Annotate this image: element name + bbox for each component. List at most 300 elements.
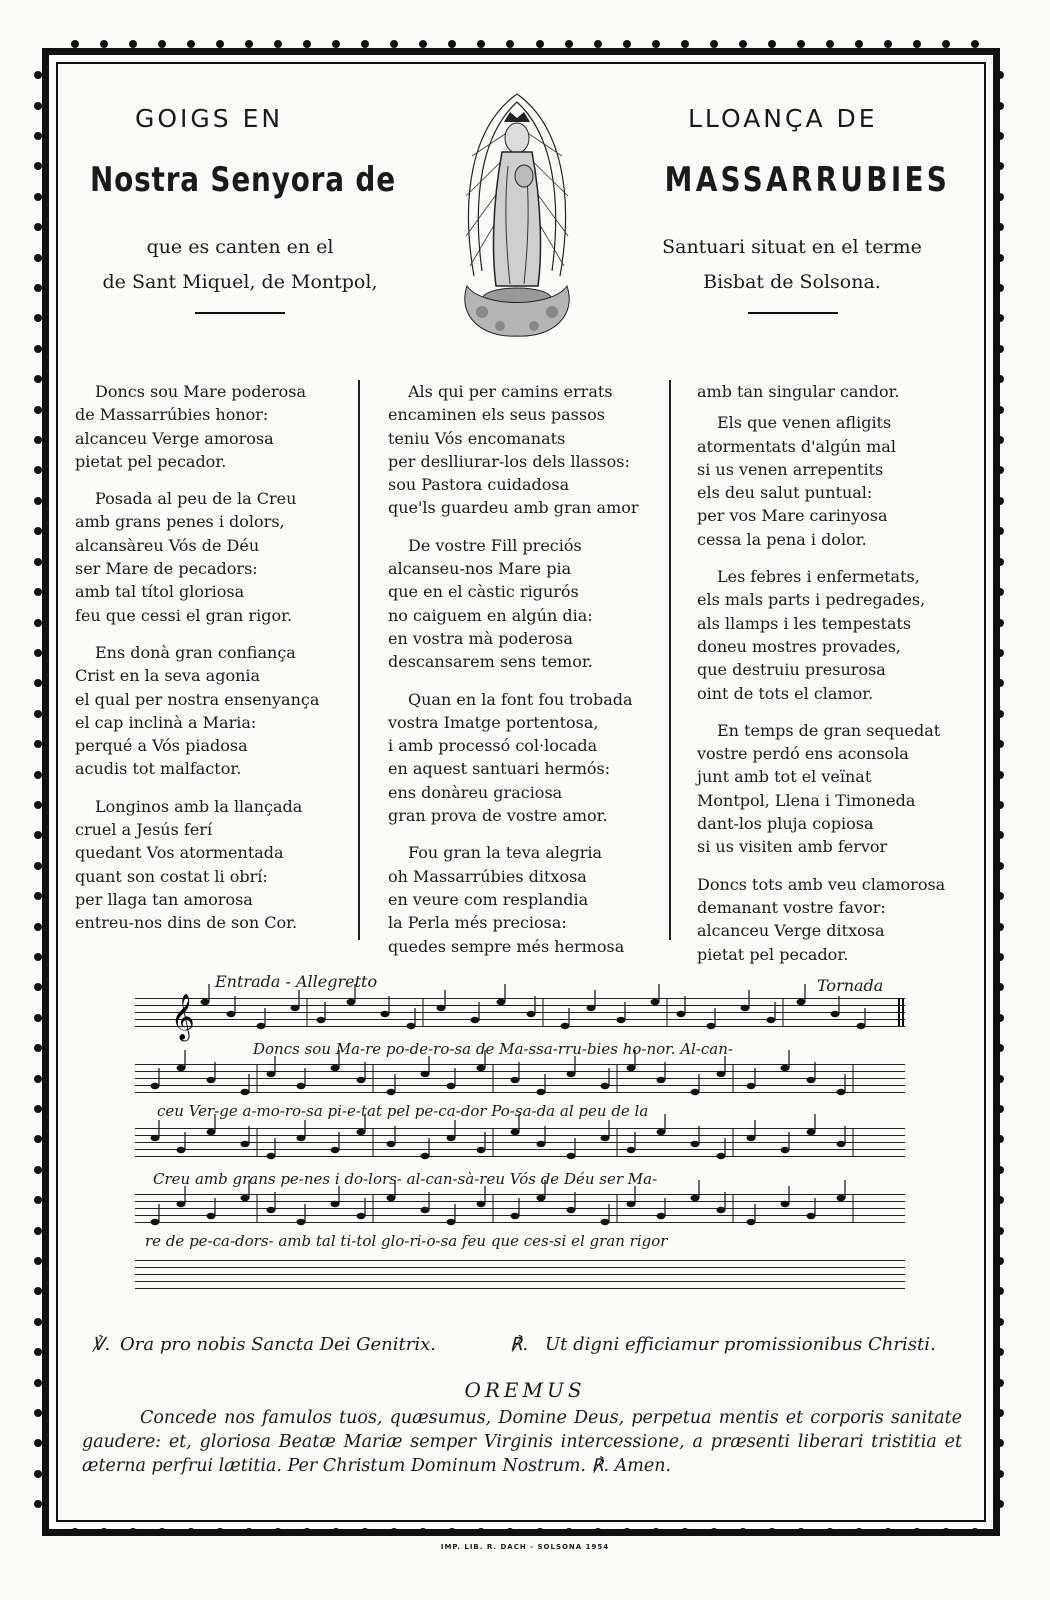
border-dot (996, 1257, 1004, 1265)
note-head (477, 1201, 486, 1207)
note-head (511, 1077, 520, 1083)
response-text: Ut digni efficiamur promissionibus Christi. (545, 1334, 936, 1355)
note-head (651, 999, 660, 1005)
border-dot (971, 1528, 979, 1536)
verse-line: descansarem sens temor. (388, 652, 593, 672)
note-head (381, 1011, 390, 1017)
border-dot (942, 40, 950, 48)
border-dot (996, 1196, 1004, 1204)
note-head (767, 1017, 776, 1023)
column-divider (669, 380, 671, 940)
note-head (587, 1005, 596, 1011)
note-head (151, 1083, 160, 1089)
border-dot (34, 527, 42, 535)
verse-line: en veure com resplandia (388, 889, 589, 909)
verse (697, 719, 967, 859)
verse-line: atormentats d'algún mal (697, 436, 896, 456)
verses-column-3 (697, 380, 967, 980)
note-head (297, 1083, 306, 1089)
note-head (627, 1201, 636, 1207)
border-dot (34, 1348, 42, 1356)
border-dot (34, 1470, 42, 1478)
border-dot (34, 1409, 42, 1417)
verse-line: doneu mostres provades, (697, 636, 902, 656)
border-dot (996, 771, 1004, 779)
border-dot (187, 1528, 195, 1536)
verse-line: els deu salut puntual: (697, 483, 873, 503)
note-head (601, 1219, 610, 1225)
border-dot (34, 1014, 42, 1022)
border-dot (34, 710, 42, 718)
border-dot (34, 102, 42, 110)
note-head (657, 1129, 666, 1135)
border-dot (448, 1528, 456, 1536)
verse-line: si us venen arrepentits (697, 459, 884, 479)
border-dot (942, 1528, 950, 1536)
border-dot (996, 1348, 1004, 1356)
lyrics-line: Creu amb grans pe-nes i do-lors- al-can-sà-reu Vós de Déu ser Ma- (153, 1170, 658, 1188)
border-dot (245, 40, 253, 48)
border-dot (996, 1318, 1004, 1326)
verse-line: si us visiten amb fervor (697, 837, 888, 857)
verses-column-2 (388, 380, 668, 972)
verse-line: els mals parts i pedregades, (697, 590, 926, 610)
border-dot (34, 831, 42, 839)
note-head (561, 1023, 570, 1029)
border-dot (34, 1257, 42, 1265)
note-head (601, 1083, 610, 1089)
border-dot (710, 1528, 718, 1536)
note-head (151, 1219, 160, 1225)
verse-line: De vostre Fill preciós (408, 535, 582, 555)
verse (388, 534, 668, 674)
border-dot (34, 223, 42, 231)
note-head (471, 1017, 480, 1023)
note-head (317, 1017, 326, 1023)
note-head (151, 1135, 160, 1141)
border-dot (34, 953, 42, 961)
note-head (511, 1213, 520, 1219)
header-right-title: MASSARRUBIES (664, 160, 950, 200)
note-head (421, 1207, 430, 1213)
verse (388, 688, 668, 828)
verse-line: en aquest santuari hermós: (388, 759, 611, 779)
border-dot (996, 254, 1004, 262)
note-head (297, 1219, 306, 1225)
border-dot (34, 892, 42, 900)
border-dot (884, 1528, 892, 1536)
note-head (601, 1135, 610, 1141)
border-dot (187, 40, 195, 48)
verse (697, 565, 967, 705)
verse-line: no caiguem en algún dia: (388, 605, 593, 625)
border-dot (216, 1528, 224, 1536)
note-head (331, 1201, 340, 1207)
note-head (627, 1065, 636, 1071)
border-dot (681, 40, 689, 48)
border-dot (826, 40, 834, 48)
border-dot (996, 1105, 1004, 1113)
border-dot (34, 1196, 42, 1204)
border-dot (303, 40, 311, 48)
border-dot (34, 162, 42, 170)
border-dot (996, 1044, 1004, 1052)
verse-line: Les febres i enfermetats, (717, 567, 920, 587)
verse-line: vostra Imatge portentosa, (388, 712, 599, 732)
note-head (741, 1005, 750, 1011)
border-dot (623, 40, 631, 48)
border-dot (34, 1075, 42, 1083)
note-head (387, 1089, 396, 1095)
note-head (657, 1077, 666, 1083)
note-head (807, 1213, 816, 1219)
music-notes (135, 980, 905, 1300)
border-dot (34, 1500, 42, 1508)
border-dot (996, 466, 1004, 474)
verse-line: Crist en la seva agonia (75, 666, 261, 686)
verse-line: pietat pel pecador. (697, 944, 849, 964)
border-dot (34, 588, 42, 596)
border-dot (34, 983, 42, 991)
border-dot (996, 923, 1004, 931)
verse-line: el cap inclinà a Maria: (75, 712, 257, 732)
border-dot (996, 406, 1004, 414)
header-right-sub-1: Santuari situat en el terme (662, 236, 922, 258)
note-head (691, 1089, 700, 1095)
note-head (257, 1023, 266, 1029)
border-dot (996, 497, 1004, 505)
note-head (617, 1017, 626, 1023)
note-head (567, 1071, 576, 1077)
border-dot (565, 40, 573, 48)
verse-line: cruel a Jesús ferí (75, 820, 213, 840)
note-head (837, 1089, 846, 1095)
border-dot (34, 375, 42, 383)
border-dot (996, 375, 1004, 383)
border-dot (34, 740, 42, 748)
oremus-title: OREMUS (464, 1378, 586, 1402)
bottom-dot-border (60, 1526, 990, 1538)
border-dot (996, 345, 1004, 353)
note-head (537, 1089, 546, 1095)
border-dot (216, 40, 224, 48)
border-dot (34, 801, 42, 809)
verse-line: alcanceu Verge ditxosa (697, 921, 885, 941)
note-head (297, 1135, 306, 1141)
note-head (207, 1077, 216, 1083)
border-dot (594, 1528, 602, 1536)
border-dot (652, 1528, 660, 1536)
border-dot (129, 1528, 137, 1536)
verse-line: junt amb tot el veïnat (697, 767, 872, 787)
border-dot (158, 1528, 166, 1536)
verse-line: Ens donà gran confiança (95, 642, 296, 662)
tornada-marking: Tornada (817, 976, 884, 995)
note-head (267, 1071, 276, 1077)
note-head (241, 1141, 250, 1147)
border-dot (34, 1227, 42, 1235)
verse-line: alcansàreu Vós de Déu (75, 535, 260, 555)
border-dot (34, 1287, 42, 1295)
border-dot (34, 193, 42, 201)
note-head (691, 1195, 700, 1201)
verse-line: i amb processó col·locada (388, 736, 598, 756)
verse-line: quedes sempre més hermosa (388, 936, 625, 956)
border-dot (996, 831, 1004, 839)
border-dot (739, 1528, 747, 1536)
border-dot (303, 1528, 311, 1536)
note-head (747, 1219, 756, 1225)
verses-column-1 (75, 380, 355, 949)
verse (697, 380, 967, 403)
border-dot (565, 1528, 573, 1536)
verse-line: ser Mare de pecadors: (75, 559, 258, 579)
note-head (781, 1147, 790, 1153)
lyrics-line: re de pe-ca-dors- amb tal ti-tol glo-ri-o-sa feu que ces-si el gran rigor (145, 1232, 668, 1250)
note-head (717, 1071, 726, 1077)
note-head (781, 1065, 790, 1071)
border-dot (681, 1528, 689, 1536)
border-dot (623, 1528, 631, 1536)
left-dot-border (32, 60, 44, 1520)
border-dot (826, 1528, 834, 1536)
note-head (177, 1147, 186, 1153)
border-dot (536, 1528, 544, 1536)
border-dot (477, 1528, 485, 1536)
border-dot (34, 862, 42, 870)
border-dot (996, 162, 1004, 170)
verse-line: entreu-nos dins de son Cor. (75, 913, 298, 933)
border-dot (996, 892, 1004, 900)
note-head (857, 1023, 866, 1029)
note-head (657, 1213, 666, 1219)
border-dot (34, 314, 42, 322)
note-head (627, 1147, 636, 1153)
border-dot (34, 679, 42, 687)
verse-line: sou Pastora cuidadosa (388, 475, 570, 495)
verse-line: alcanceu Verge amorosa (75, 428, 274, 448)
verse (75, 795, 355, 935)
verse-line: feu que cessi el gran rigor. (75, 605, 293, 625)
border-dot (996, 953, 1004, 961)
note-head (447, 1219, 456, 1225)
header-left-title: Nostra Senyora de (90, 160, 396, 200)
verse-line: que en el càstic rigurós (388, 582, 579, 602)
verse-line: Longinos amb la llançada (95, 796, 303, 816)
border-dot (332, 40, 340, 48)
border-dot (419, 40, 427, 48)
border-dot (34, 71, 42, 79)
verse-line: als llamps i les tempestats (697, 613, 912, 633)
border-dot (361, 1528, 369, 1536)
border-dot (129, 40, 137, 48)
note-head (567, 1207, 576, 1213)
note-head (837, 1195, 846, 1201)
note-head (207, 1129, 216, 1135)
verse-line: encaminen els seus passos (388, 405, 605, 425)
note-head (267, 1153, 276, 1159)
note-head (477, 1147, 486, 1153)
border-dot (996, 71, 1004, 79)
border-dot (361, 40, 369, 48)
versicle-text: Ora pro nobis Sancta Dei Genitrix. (120, 1334, 437, 1355)
border-dot (913, 40, 921, 48)
verse-line: alcanseu-nos Mare pia (388, 559, 572, 579)
border-dot (996, 983, 1004, 991)
note-head (691, 1141, 700, 1147)
border-dot (739, 40, 747, 48)
note-head (447, 1083, 456, 1089)
note-head (527, 1011, 536, 1017)
border-dot (996, 223, 1004, 231)
verse-line: quedant Vos atormentada (75, 843, 284, 863)
note-head (537, 1141, 546, 1147)
note-head (207, 1213, 216, 1219)
note-head (387, 1141, 396, 1147)
border-dot (245, 1528, 253, 1536)
border-dot (996, 801, 1004, 809)
border-dot (797, 1528, 805, 1536)
note-head (831, 1011, 840, 1017)
note-head (717, 1207, 726, 1213)
verse-line: teniu Vós encomanats (388, 428, 566, 448)
note-head (477, 1065, 486, 1071)
border-dot (34, 466, 42, 474)
header-left-sub-2: de Sant Miquel, de Montpol, (102, 271, 378, 293)
header-left-top: GOIGS EN (135, 104, 284, 133)
verse-line: de Massarrúbies honor: (75, 405, 269, 425)
note-head (291, 1005, 300, 1011)
verse-line: cessa la pena i dolor. (697, 529, 867, 549)
verse (388, 380, 668, 520)
border-dot (996, 1409, 1004, 1417)
oremus-prayer: Concede nos famulos tuos, quæsumus, Domine Deus, perpetua mentis et corporis sanitate gaudere: et, gloriosa Beatæ Mariæ semper Virginis intercessione, a præsenti liberari tristitia et æterna perfrui lætitia. Per Christum Dominum Nostrum. ℟. Amen. (82, 1408, 962, 1476)
note-head (537, 1195, 546, 1201)
note-head (331, 1147, 340, 1153)
note-head (267, 1207, 276, 1213)
verse-line: per deslliurar-los dels llassos: (388, 451, 630, 471)
note-head (717, 1153, 726, 1159)
verse-line: quant son costat li obrí: (75, 866, 268, 886)
border-dot (71, 40, 79, 48)
border-dot (34, 1135, 42, 1143)
header-right-top: LLOANÇA DE (688, 104, 878, 133)
verse-line: dant-los pluja copiosa (697, 814, 874, 834)
note-head (407, 1023, 416, 1029)
note-head (201, 999, 210, 1005)
verse-line: Quan en la font fou trobada (408, 689, 633, 709)
top-dot-border (60, 38, 990, 50)
note-head (747, 1083, 756, 1089)
note-head (677, 1011, 686, 1017)
note-head (807, 1077, 816, 1083)
border-dot (34, 771, 42, 779)
border-dot (996, 1500, 1004, 1508)
note-head (241, 1089, 250, 1095)
treble-clef-icon: 𝄞 (171, 994, 195, 1040)
border-dot (34, 436, 42, 444)
border-dot (34, 132, 42, 140)
border-dot (971, 40, 979, 48)
border-dot (34, 1166, 42, 1174)
border-dot (34, 1318, 42, 1326)
border-dot (34, 345, 42, 353)
border-dot (797, 40, 805, 48)
verse-line: vostre perdó ens aconsola (697, 744, 909, 764)
border-dot (419, 1528, 427, 1536)
virgin-mary-image (452, 86, 582, 346)
verse-line: Fou gran la teva alegria (408, 843, 603, 863)
border-dot (768, 40, 776, 48)
printer-imprint: IMP. LIB. R. DACH - SOLSONA 1954 (440, 1543, 610, 1551)
border-dot (996, 436, 1004, 444)
note-head (781, 1201, 790, 1207)
border-dot (768, 1528, 776, 1536)
lyrics-line: Doncs sou Ma-re po-de-ro-sa de Ma-ssa-rru-bies ho-nor. Al-can- (253, 1040, 733, 1058)
note-head (807, 1129, 816, 1135)
border-dot (34, 254, 42, 262)
verse-line: perqué a Vós piadosa (75, 736, 248, 756)
border-dot (996, 1075, 1004, 1083)
note-head (421, 1153, 430, 1159)
border-dot (34, 649, 42, 657)
border-dot (996, 1135, 1004, 1143)
border-dot (710, 40, 718, 48)
border-dot (996, 1014, 1004, 1022)
border-dot (34, 1439, 42, 1447)
music-score (135, 972, 905, 1300)
verse-line: En temps de gran sequedat (717, 720, 941, 740)
border-dot (996, 527, 1004, 535)
note-head (347, 999, 356, 1005)
verse-line: per vos Mare carinyosa (697, 506, 888, 526)
border-dot (996, 1287, 1004, 1295)
note-head (511, 1129, 520, 1135)
border-dot (34, 497, 42, 505)
border-dot (996, 314, 1004, 322)
border-dot (274, 1528, 282, 1536)
header-left-rule (195, 312, 285, 314)
note-head (177, 1065, 186, 1071)
border-dot (100, 40, 108, 48)
border-dot (996, 1227, 1004, 1235)
verse-line: Posada al peu de la Creu (95, 489, 297, 509)
border-dot (855, 40, 863, 48)
verse-line: ens donàreu graciosa (388, 782, 563, 802)
border-dot (506, 1528, 514, 1536)
note-head (387, 1195, 396, 1201)
verse-line: pietat pel pecador. (75, 451, 227, 471)
border-dot (274, 40, 282, 48)
verse (697, 411, 967, 551)
border-dot (996, 558, 1004, 566)
note-head (421, 1071, 430, 1077)
verse-line: amb tan singular candor. (697, 382, 900, 401)
verse (75, 641, 355, 781)
tempo-marking: Entrada - Allegretto (215, 972, 378, 991)
border-dot (34, 406, 42, 414)
note-head (797, 999, 806, 1005)
border-dot (996, 679, 1004, 687)
verse-line: Doncs sou Mare poderosa (95, 382, 306, 401)
border-dot (996, 193, 1004, 201)
verse-line: que'ls guardeu amb gran amor (388, 498, 639, 518)
border-dot (390, 40, 398, 48)
note-head (747, 1135, 756, 1141)
border-dot (536, 40, 544, 48)
border-dot (594, 40, 602, 48)
verse-line: la Perla més preciosa: (388, 913, 567, 933)
